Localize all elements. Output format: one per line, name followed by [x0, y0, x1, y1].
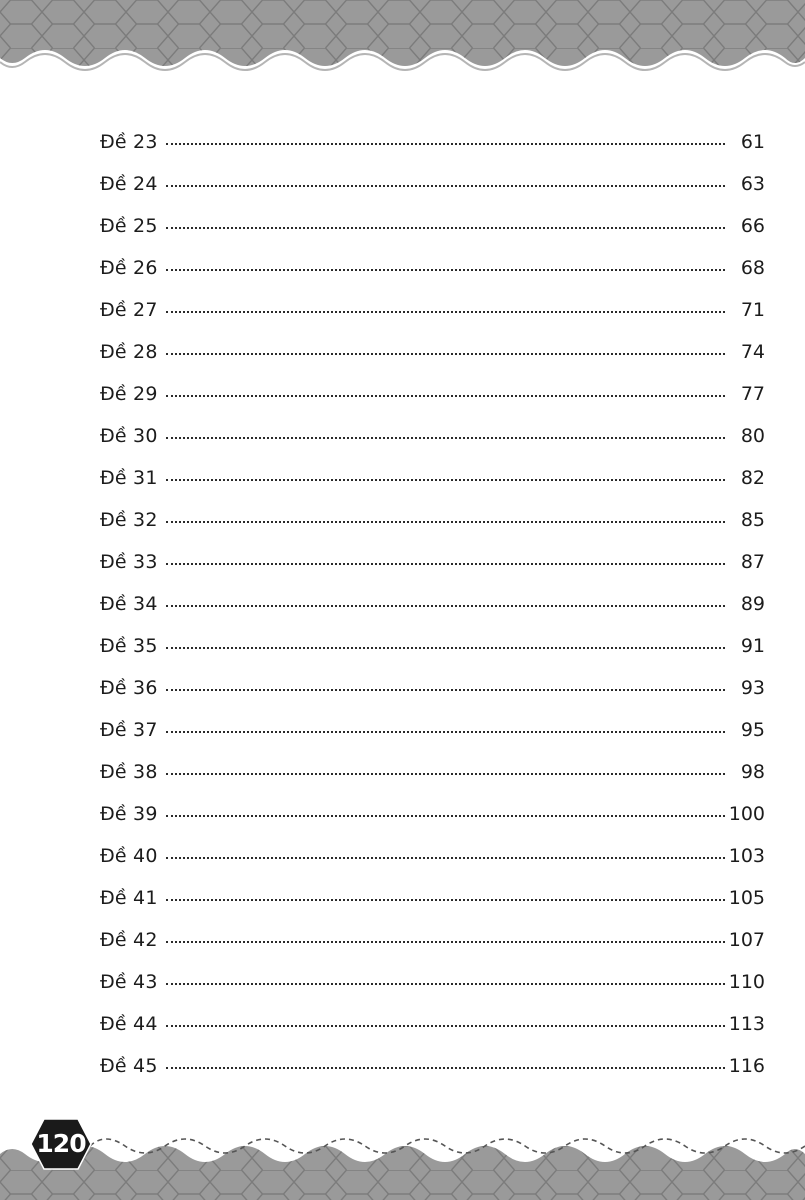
toc-entry-title: Đề 33	[100, 551, 158, 573]
toc-entry-page-number: 93	[740, 677, 765, 699]
toc-entry	[100, 541, 765, 583]
toc-entry-page-number: 91	[740, 635, 765, 657]
dot-leader	[166, 857, 725, 859]
dot-leader	[166, 143, 725, 145]
dot-leader	[166, 479, 725, 481]
toc-entry	[100, 583, 765, 625]
dot-leader	[166, 563, 725, 565]
toc-entry-page-number: 80	[740, 425, 765, 447]
dot-leader	[166, 899, 725, 901]
toc-entry-page-number: 61	[740, 131, 765, 153]
toc-entry	[100, 121, 765, 163]
toc-entry	[100, 709, 765, 751]
dot-leader	[166, 437, 725, 439]
dot-leader	[166, 983, 725, 985]
dot-leader	[166, 269, 725, 271]
toc-entry-page-number: 107	[728, 929, 765, 951]
toc-entry-title: Đề 27	[100, 299, 158, 321]
toc-entry-title: Đề 34	[100, 593, 158, 615]
toc-entry-page-number: 105	[728, 887, 765, 909]
dot-leader	[166, 353, 725, 355]
toc-entry-title: Đề 38	[100, 761, 158, 783]
dot-leader	[166, 395, 725, 397]
toc-entry-title: Đề 36	[100, 677, 158, 699]
toc-entry-title: Đề 29	[100, 383, 158, 405]
toc-entry-title: Đề 25	[100, 215, 158, 237]
toc-entry-title: Đề 43	[100, 971, 158, 993]
toc-entry-title: Đề 26	[100, 257, 158, 279]
toc-entry	[100, 625, 765, 667]
dot-leader	[166, 1025, 725, 1027]
toc-entry-title: Đề 42	[100, 929, 158, 951]
dot-leader	[166, 605, 725, 607]
toc-entry	[100, 457, 765, 499]
toc-entry-page-number: 113	[728, 1013, 765, 1035]
toc-entry-page-number: 100	[728, 803, 765, 825]
dot-leader	[166, 689, 725, 691]
toc-entry	[100, 919, 765, 961]
toc-entry-title: Đề 37	[100, 719, 158, 741]
dot-leader	[166, 647, 725, 649]
toc-entry	[100, 331, 765, 373]
dot-leader	[166, 521, 725, 523]
toc-entry-page-number: 87	[740, 551, 765, 573]
toc-entry-page-number: 82	[740, 467, 765, 489]
toc-entry	[100, 289, 765, 331]
bottom-decorative-band	[0, 1122, 805, 1200]
toc-entry	[100, 247, 765, 289]
toc-entry-title: Đề 32	[100, 509, 158, 531]
toc-entry	[100, 961, 765, 1003]
table-of-contents	[100, 121, 765, 1087]
toc-entry-page-number: 77	[740, 383, 765, 405]
dot-leader	[166, 773, 725, 775]
toc-entry-page-number: 85	[740, 509, 765, 531]
toc-entry	[100, 835, 765, 877]
dot-leader	[166, 731, 725, 733]
toc-entry-title: Đề 24	[100, 173, 158, 195]
toc-entry-title: Đề 35	[100, 635, 158, 657]
dot-leader	[166, 227, 725, 229]
toc-entry	[100, 877, 765, 919]
toc-entry-page-number: 116	[728, 1055, 765, 1077]
toc-entry-page-number: 71	[740, 299, 765, 321]
toc-entry	[100, 667, 765, 709]
toc-entry-title: Đề 44	[100, 1013, 158, 1035]
toc-entry-page-number: 89	[740, 593, 765, 615]
toc-entry-page-number: 98	[740, 761, 765, 783]
toc-entry-title: Đề 31	[100, 467, 158, 489]
dot-leader	[166, 941, 725, 943]
toc-entry-page-number: 66	[740, 215, 765, 237]
toc-entry-title: Đề 28	[100, 341, 158, 363]
toc-entry-page-number: 95	[740, 719, 765, 741]
toc-entry-title: Đề 39	[100, 803, 158, 825]
dot-leader	[166, 1067, 725, 1069]
toc-entry-title: Đề 40	[100, 845, 158, 867]
toc-entry	[100, 1045, 765, 1087]
toc-entry	[100, 415, 765, 457]
toc-entry-page-number: 63	[740, 173, 765, 195]
dot-leader	[166, 815, 725, 817]
page-number: 120	[36, 1129, 86, 1158]
dot-leader	[166, 311, 725, 313]
toc-entry	[100, 163, 765, 205]
dot-leader	[166, 185, 725, 187]
top-decorative-band	[0, 0, 805, 80]
toc-entry-title: Đề 30	[100, 425, 158, 447]
toc-entry-title: Đề 41	[100, 887, 158, 909]
toc-entry-title: Đề 45	[100, 1055, 158, 1077]
toc-entry-title: Đề 23	[100, 131, 158, 153]
toc-entry-page-number: 68	[740, 257, 765, 279]
toc-entry	[100, 1003, 765, 1045]
toc-entry-page-number: 103	[728, 845, 765, 867]
toc-entry	[100, 373, 765, 415]
toc-entry	[100, 499, 765, 541]
page-number-badge	[30, 1118, 92, 1170]
toc-entry-page-number: 74	[740, 341, 765, 363]
toc-entry-page-number: 110	[728, 971, 765, 993]
toc-entry	[100, 205, 765, 247]
toc-entry	[100, 751, 765, 793]
toc-entry	[100, 793, 765, 835]
